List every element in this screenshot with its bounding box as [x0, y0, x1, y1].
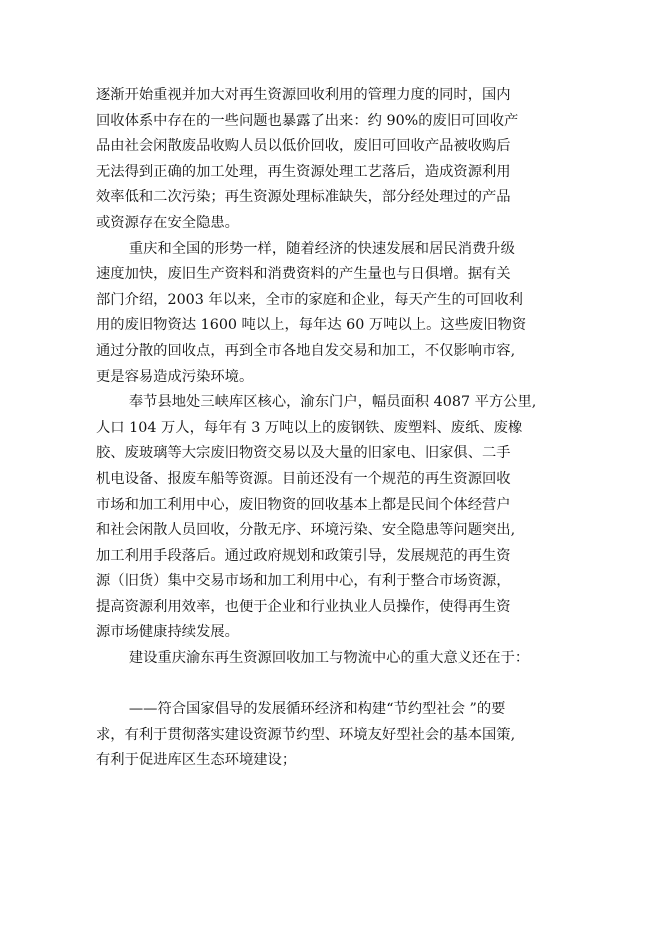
text-line: 机电设备、报废车船等资源。目前还没有一个规范的再生资源回收	[96, 470, 511, 487]
text-line: 无法得到正确的加工处理，再生资源处理工艺落后，造成资源利用	[96, 163, 511, 180]
paragraph-p1	[96, 83, 576, 237]
text-line: 品由社会闲散废品收购人员以低价回收，废旧可回收产品被收购后	[96, 138, 511, 155]
paragraph-spacer	[96, 672, 576, 698]
document-body	[96, 83, 576, 774]
text-line: 回收体系中存在的一些问题也暴露了出来：约 90%的废旧可回收产	[96, 112, 519, 129]
paragraph-p2	[96, 237, 576, 391]
text-line: 部门介绍，2003 年以来，全市的家庭和企业，每天产生的可回收利	[96, 291, 523, 308]
text-line: 建设重庆渝东再生资源回收加工与物流中心的重大意义还在于：	[128, 650, 530, 667]
text-line: 提高资源利用效率，也便于企业和行业执业人员操作，使得再生资	[96, 598, 511, 615]
text-line: 源（旧货）集中交易市场和加工利用中心，有利于整合市场资源，	[96, 573, 511, 590]
paragraph-p3	[96, 390, 576, 646]
text-line: 源市场健康持续发展。	[96, 624, 239, 641]
text-line: 求，有利于贯彻落实建设资源节约型、环境友好型社会的基本国策,	[96, 726, 516, 743]
text-line: 和社会闲散人员回收，分散无序、环境污染、安全隐患等问题突出,	[96, 522, 516, 539]
text-line: 有利于促进库区生态环境建设；	[96, 752, 297, 769]
text-line: 用的废旧物资达 1600 吨以上，每年达 60 万吨以上。这些废旧物资	[96, 317, 527, 334]
paragraph-p4	[96, 646, 576, 672]
text-line: 市场和加工利用中心，废旧物资的回收基本上都是民间个体经营户	[96, 496, 511, 513]
text-line: 或资源存在安全隐患。	[96, 214, 239, 231]
text-line: 胶、废玻璃等大宗废旧物资交易以及大量的旧家电、旧家俱、二手	[96, 445, 511, 462]
text-line: 重庆和全国的形势一样，随着经济的快速发展和居民消费升级	[128, 240, 515, 257]
text-line: 更是容易造成污染环境。	[96, 368, 254, 385]
text-line: 加工利用手段落后。通过政府规划和政策引导，发展规范的再生资	[96, 547, 511, 564]
text-line: 逐渐开始重视并加大对再生资源回收利用的管理力度的同时，国内	[96, 87, 511, 103]
text-line: 速度加快，废旧生产资料和消费资料的产生量也与日俱增。据有关	[96, 266, 511, 283]
text-line: 效率低和二次污染；再生资源处理标准缺失，部分经处理过的产品	[96, 189, 511, 206]
paragraph-p5	[96, 697, 576, 774]
text-line: 奉节县地处三峡库区核心，渝东门户，幅员面积 4087 平方公里,	[128, 394, 537, 411]
text-line: ——符合国家倡导的发展循环经济和构建“节约型社会 ”的要	[128, 701, 506, 718]
text-line: 人口 104 万人，每年有 3 万吨以上的废钢铁、废塑料、废纸、废橡	[96, 419, 523, 436]
text-line: 通过分散的回收点，再到全市各地自发交易和加工，不仅影响市容,	[96, 342, 516, 359]
